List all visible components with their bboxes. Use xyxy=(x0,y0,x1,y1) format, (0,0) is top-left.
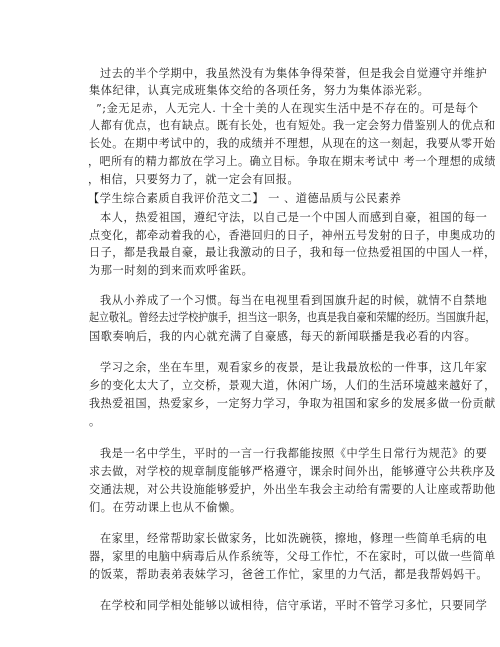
text-line: 我热爱祖国，热爱家乡，一定努力学习，争取为祖国和家乡的发展多做一份贡献 xyxy=(89,397,496,410)
text-line: 在学校和同学相处能够以诚相待，信守承诺，平时不管学习多忙，只要同学 xyxy=(100,599,488,612)
text-line: ，吧所有的精力都放在学习上。确立目标。争取在期末考试中 考一个理想的成绩 xyxy=(88,155,496,168)
text-line: 我是一名中学生，平时的一言一行我都能按照《中学生日常行为规范》的要 xyxy=(100,447,488,460)
text-line: 我从小养成了一个习惯。每当在电视里看到国旗升起的时候，就情不自禁地 xyxy=(100,294,488,307)
text-line: 长处。在期中考试中的，我的成绩并不理想，从现在的这一刻起，我要从零开始 xyxy=(89,137,496,150)
text-line: 交通法规，对公共设施能够爱护，外出坐车我会主动给有需要的人让座或帮助他 xyxy=(89,483,496,496)
text-line: 过去的半个学期中，我虽然没有为集体争得荣誉，但是我会自觉遵守并维护 xyxy=(100,67,488,80)
text-line: 学习之余，坐在车里，观看家乡的夜景，是让我最放松的一件事，这几年家 xyxy=(100,361,488,374)
text-line: 为那一时刻的到来而欢呼雀跃。 xyxy=(89,264,254,277)
text-line: 的饭菜，帮助表弟表妹学习，爸爸工作忙，家里的力气活，都是我帮妈妈干。 xyxy=(89,568,489,581)
text-line: 乡的变化太大了，立交桥，景观大道，休闲广场，人们的生活环境越来越好了， xyxy=(89,379,496,392)
text-line: 起立敬礼。曾经去过学校护旗手，担当这一职务，也真是我自豪和荣耀的经历。当国旗升起， xyxy=(89,311,496,324)
text-line: 本人，热爱祖国，遵纪守法，以自己是一个中国人而感到自豪，祖国的每一 xyxy=(100,211,488,224)
text-line: ”;金无足赤，人无完人. 十全十美的人在现实生活中是不存在的。可是每个 xyxy=(96,102,479,115)
text-line: 们。在劳动课上也从不偷懒。 xyxy=(89,501,242,514)
text-line: 器，家里的电脑中病毒后从作系统等，父母工作忙，不在家时，可以做一些简单 xyxy=(89,550,496,563)
text-line: 集体纪律，认真完成班集体交给的各项任务，努力为集体添光彩。 xyxy=(89,84,430,97)
text-line: 国歌奏响后，我的内心就充满了自豪感，每天的新闻联播是我必看的内容。 xyxy=(89,330,477,343)
text-line: 在家里，经常帮助家长做家务，比如洗碗筷，擦地，修理一些简单毛病的电 xyxy=(100,532,488,545)
text-line: 日子，都是我最自豪，最让我激动的日子，我和每一位热爱祖国的中国人一样， xyxy=(89,246,496,259)
text-line: 求去做，对学校的规章制度能够严格遵守，课余时间外出，能够遵守公共秩序及 xyxy=(89,465,496,478)
section-heading: 【学生综合素质自我评价范文二】 一 、道德品质与公民素养 xyxy=(88,192,402,205)
text-line: 。 xyxy=(89,415,101,428)
text-line: ，相信，只要努力了，就一定会有回报。 xyxy=(88,173,300,186)
text-line: 人都有优点，也有缺点。既有长处，也有短处。我一定会努力借鉴别人的优点和 xyxy=(89,119,496,132)
text-line: 点变化，都牵动着我的心，香港回归的日子，神州五号发射的日子，申奥成功的 xyxy=(89,229,496,242)
